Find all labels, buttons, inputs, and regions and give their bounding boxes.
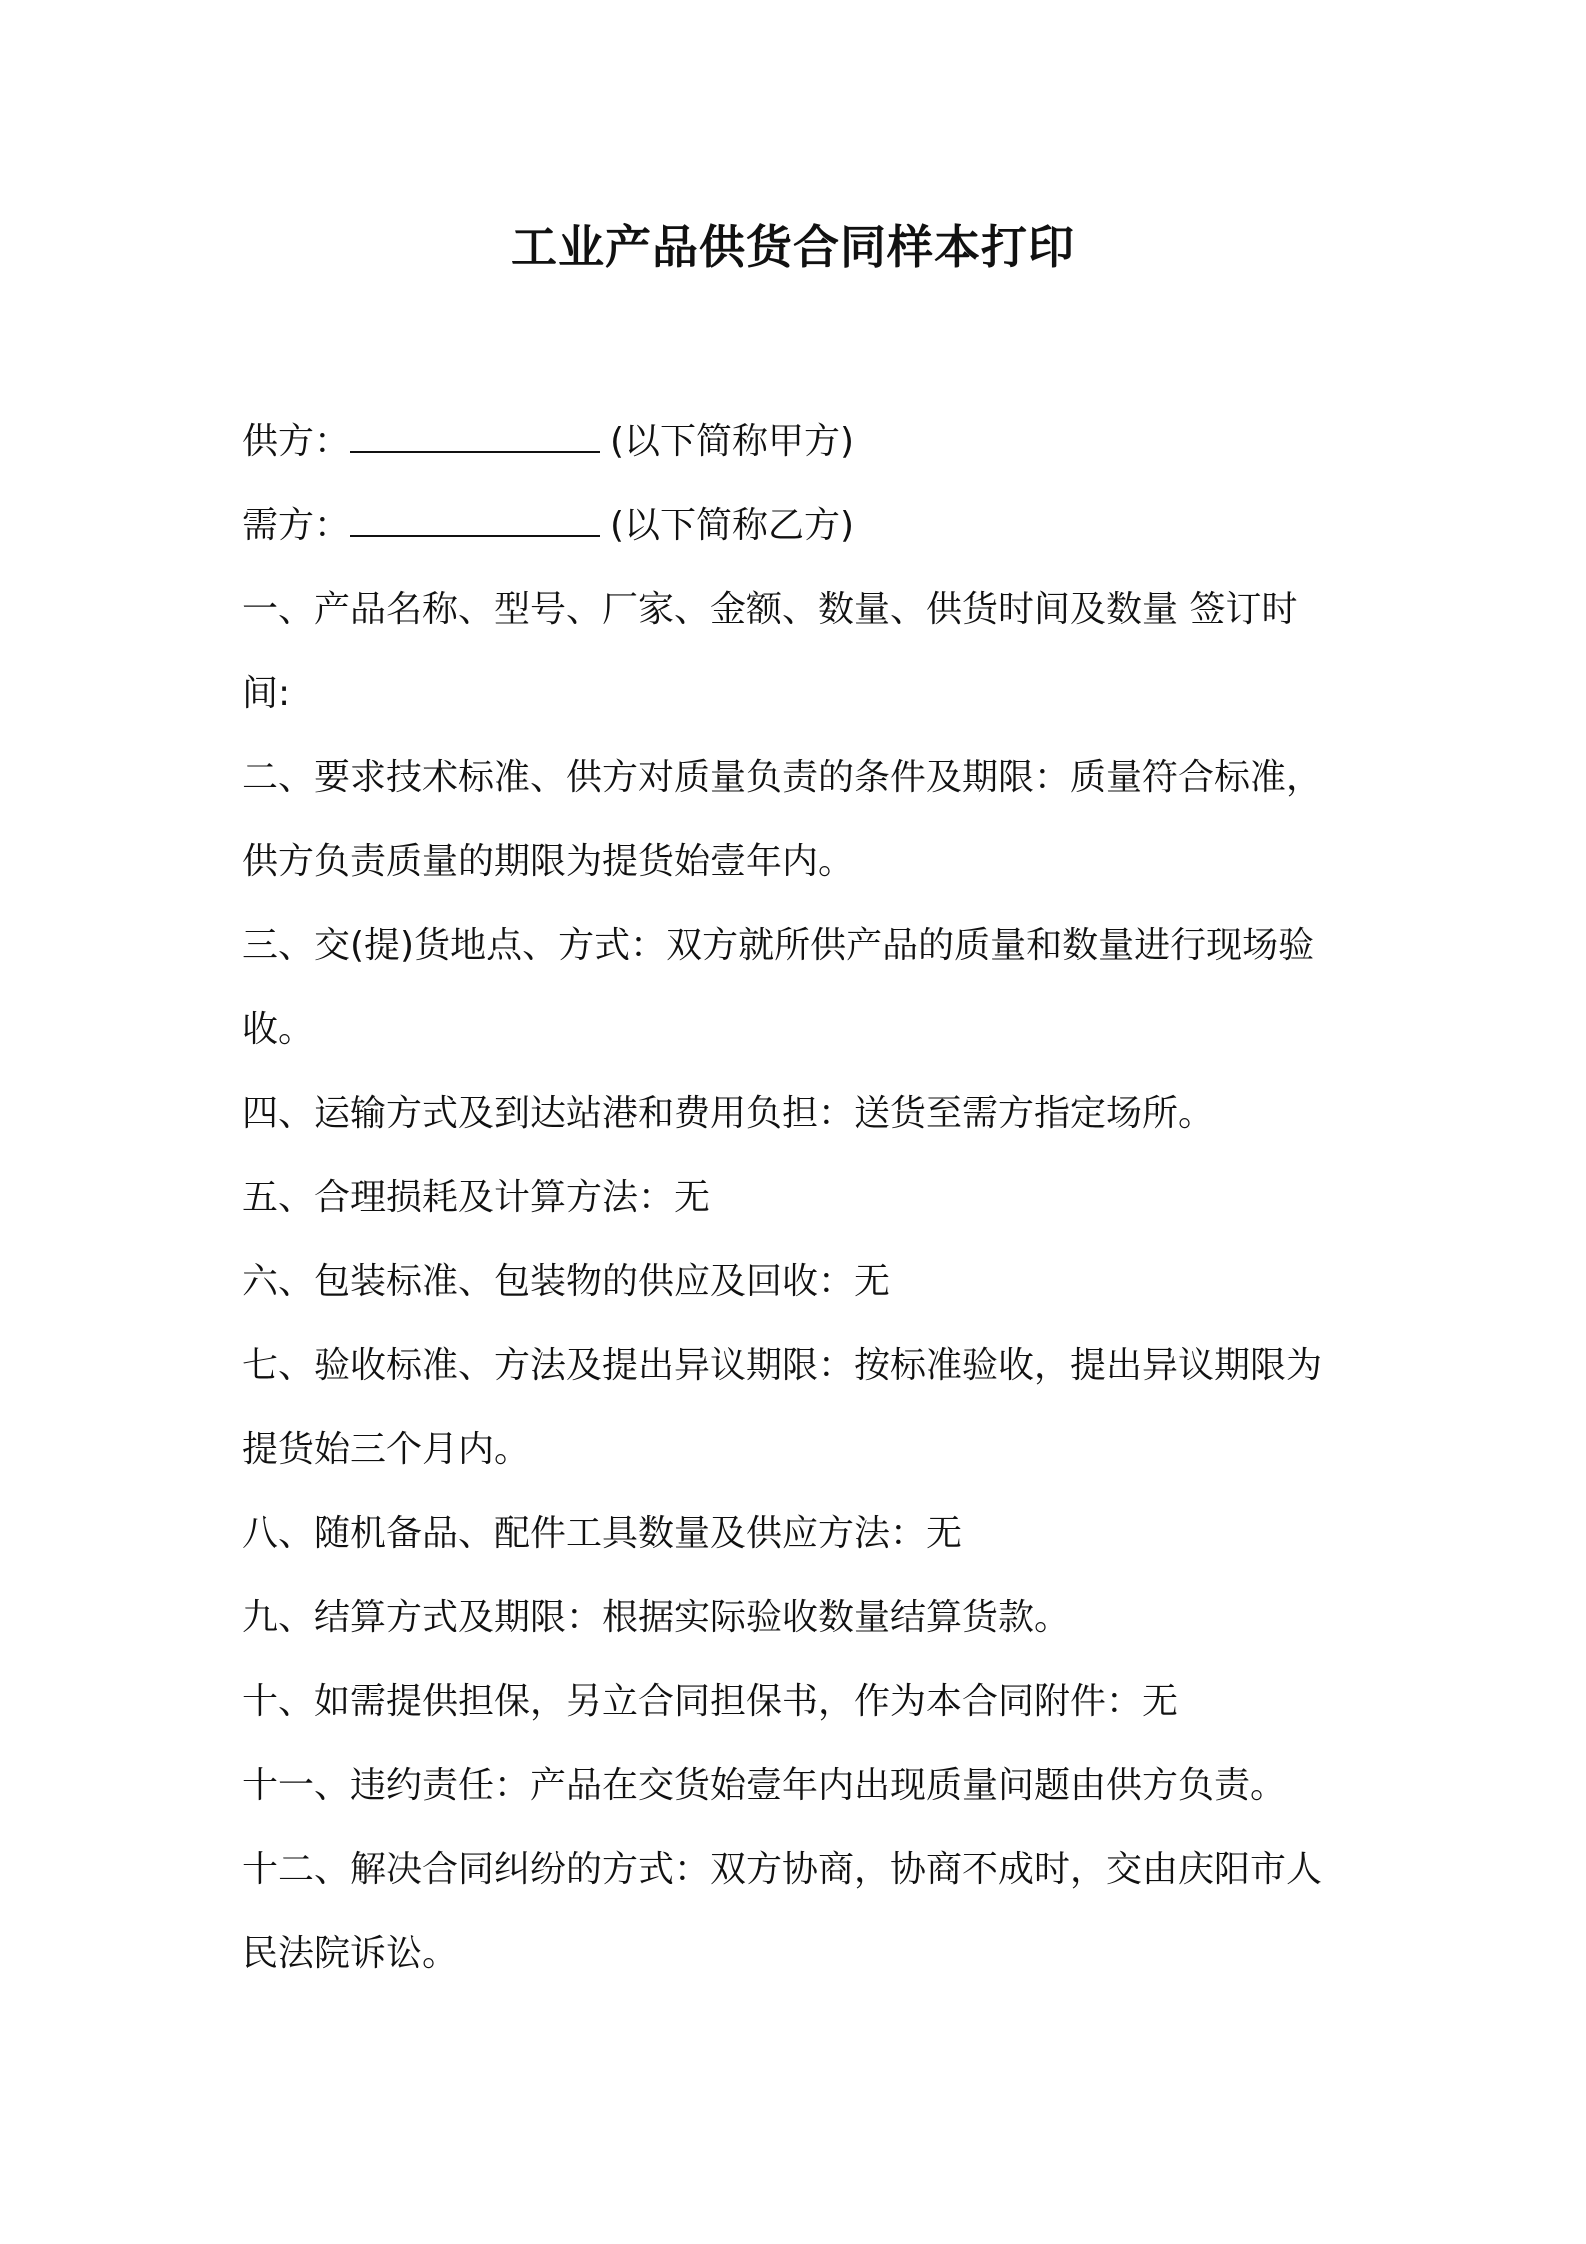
supplier-label: 供方：	[242, 421, 351, 462]
clause-line: 一、产品名称、型号、厂家、金额、数量、供货时间及数量 签订时	[242, 589, 1298, 630]
supplier-line	[242, 400, 1362, 484]
supplier-suffix: (以下简称甲方)	[610, 421, 855, 462]
clause-line: 十二、解决合同纠纷的方式：双方协商，协商不成时，交由庆阳市人	[242, 1849, 1323, 1890]
clause-line: 七、验收标准、方法及提出异议期限：按标准验收，提出异议期限为	[242, 1345, 1323, 1386]
clause-line: 二、要求技术标准、供方对质量负责的条件及期限：质量符合标准，	[242, 757, 1323, 798]
clause-line: 十、如需提供担保，另立合同担保书，作为本合同附件：无	[242, 1681, 1179, 1722]
clause-line: 四、运输方式及到达站港和费用负担：送货至需方指定场所。	[242, 1093, 1215, 1134]
clause-line: 间:	[242, 673, 291, 714]
clause-line: 五、合理损耗及计算方法：无	[242, 1177, 711, 1218]
buyer-label: 需方：	[242, 505, 351, 546]
clause-line: 三、交(提)货地点、方式：双方就所供产品的质量和数量进行现场验	[242, 925, 1315, 966]
buyer-line	[242, 484, 1362, 568]
contract-body	[242, 400, 1362, 1996]
clause-line: 民法院诉讼。	[242, 1933, 459, 1974]
clause-line: 九、结算方式及期限：根据实际验收数量结算货款。	[242, 1597, 1071, 1638]
clause-line: 八、随机备品、配件工具数量及供应方法：无	[242, 1513, 963, 1554]
clause-line: 收。	[242, 1009, 315, 1050]
clause-line: 六、包装标准、包装物的供应及回收：无	[242, 1261, 891, 1302]
document-title: 工业产品供货合同样本打印	[511, 220, 1075, 274]
buyer-blank	[350, 505, 600, 537]
clause-line: 十一、违约责任：产品在交货始壹年内出现质量问题由供方负责。	[242, 1765, 1287, 1806]
buyer-suffix: (以下简称乙方)	[610, 505, 855, 546]
clause-line: 提货始三个月内。	[242, 1429, 531, 1470]
supplier-blank	[350, 421, 600, 453]
clause-line: 供方负责质量的期限为提货始壹年内。	[242, 841, 855, 882]
